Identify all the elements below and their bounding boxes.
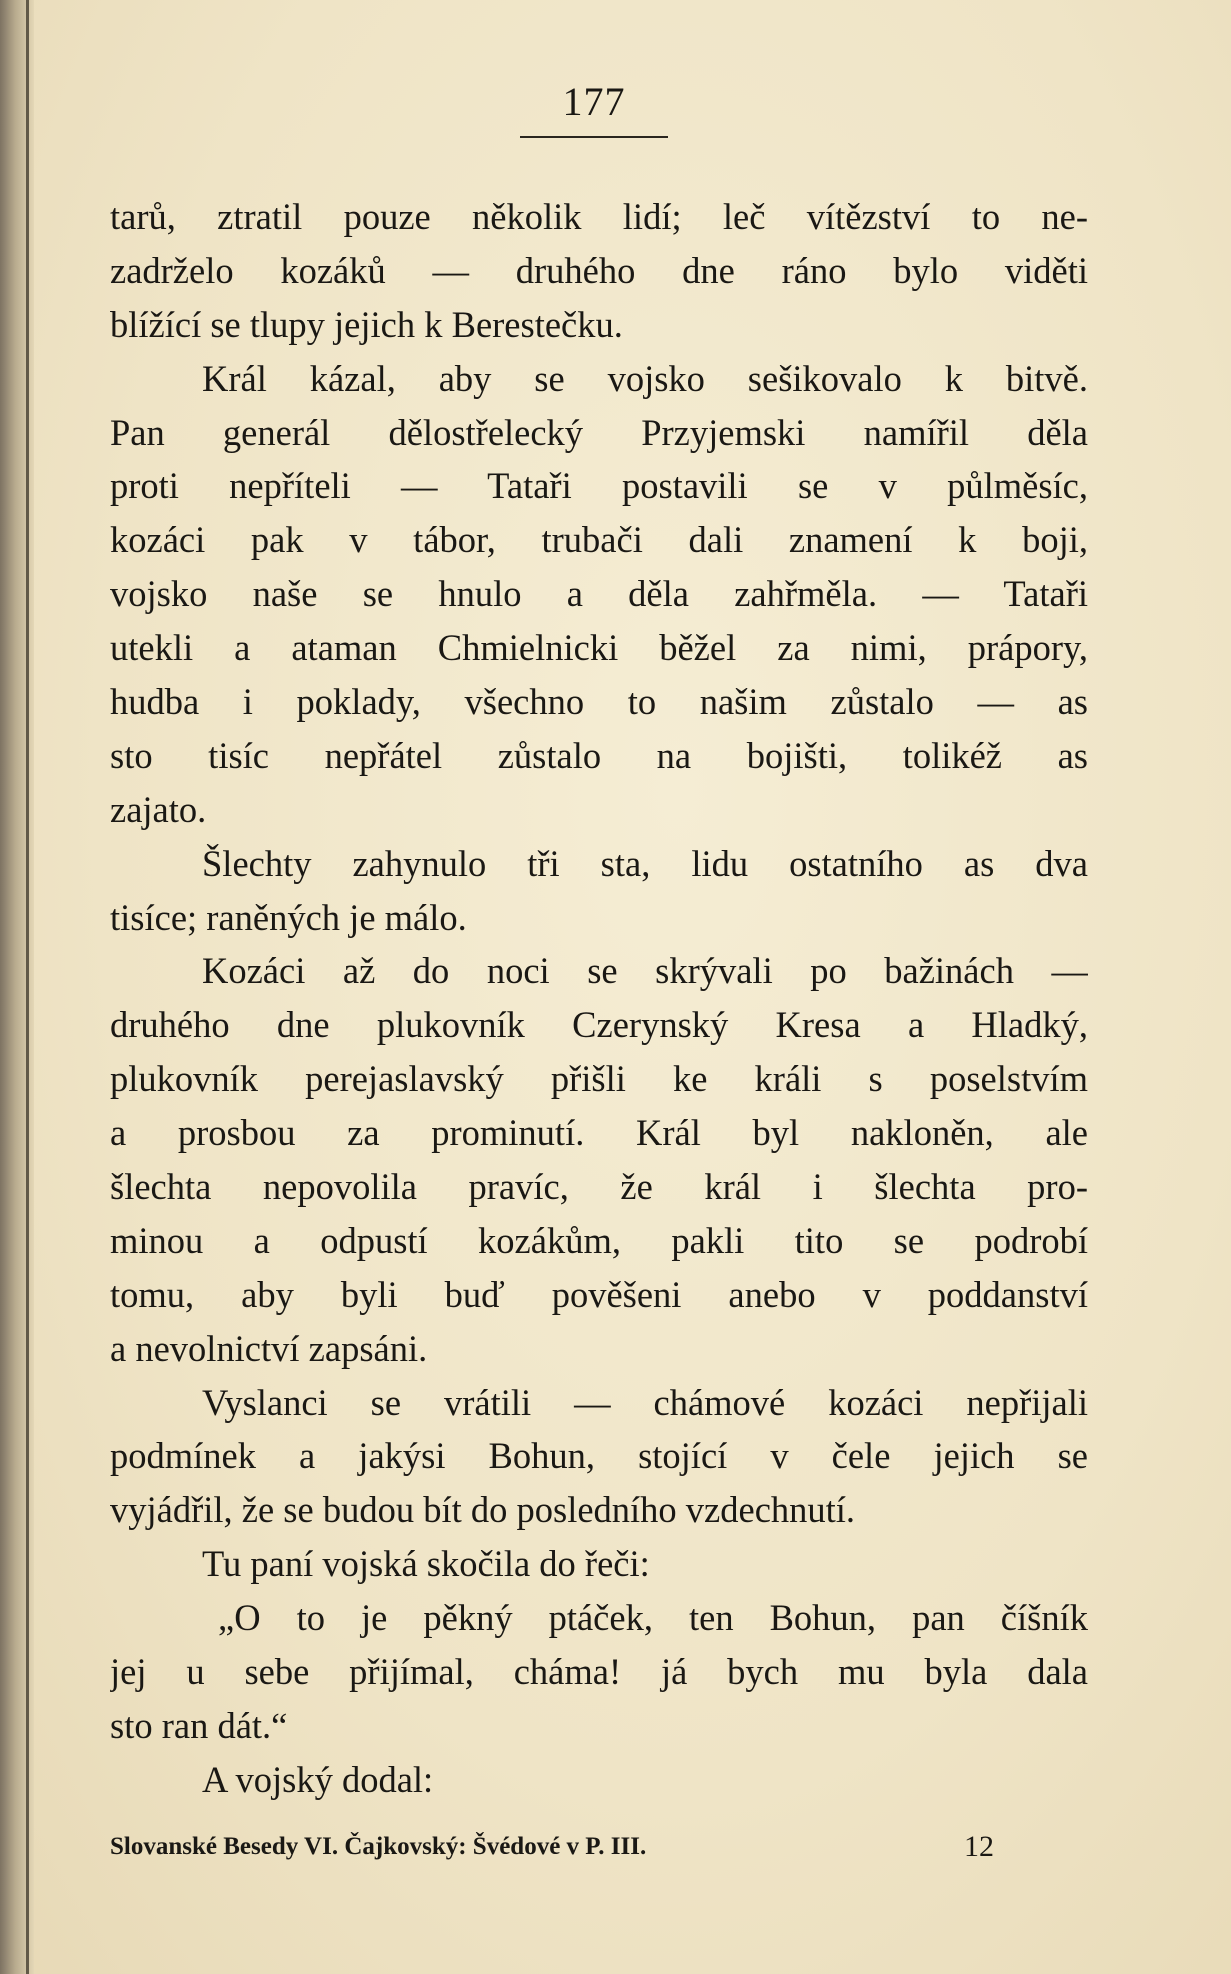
text-line: šlechta nepovolila pravíc, že král i šlechta pro- xyxy=(110,1166,1088,1208)
text-line: a nevolnictví zapsáni. xyxy=(110,1327,428,1369)
text-line: tisíce; raněných je málo. xyxy=(110,896,467,938)
text-line: plukovník perejaslavský přišli ke králi s poselstvím xyxy=(110,1058,1088,1100)
text-line: jej u sebe přijímal, cháma! já bych mu byla dala xyxy=(110,1651,1088,1693)
text-line: Šlechty zahynulo tři sta, lidu ostatního as dva xyxy=(202,842,1088,884)
text-line: zajato. xyxy=(110,788,207,830)
text-line: Kozáci až do noci se skrývali po bažinách — xyxy=(202,950,1088,992)
text-line: hudba i poklady, všechno to našim zůstalo — as xyxy=(110,681,1088,723)
page-number: 177 xyxy=(562,79,626,124)
text-line: zadrželo kozáků — druhého dne ráno bylo viděti xyxy=(110,249,1088,291)
text-line: podmínek a jakýsi Bohun, stojící v čele jejich se xyxy=(110,1435,1088,1477)
text-line: Král kázal, aby se vojsko sešikovalo k bitvě. xyxy=(202,357,1088,399)
printer-signature: Slovanské Besedy VI. Čajkovský: Švédové v P. III. xyxy=(110,1833,647,1860)
text-line: druhého dne plukovník Czerynský Kresa a Hladký, xyxy=(110,1004,1088,1046)
text-line: vojsko naše se hnulo a děla zahřměla. — Tataři xyxy=(110,573,1088,615)
text-line: proti nepříteli — Tataři postavili se v půlměsíc, xyxy=(110,465,1088,507)
text-line: minou a odpustí kozákům, pakli tito se podrobí xyxy=(110,1219,1088,1261)
text-line: a prosbou za prominutí. Král byl nakloněn, ale xyxy=(110,1112,1088,1154)
sheet-number: 12 xyxy=(964,1830,994,1863)
book-spine-edge xyxy=(26,0,29,1974)
text-line: Vyslanci se vrátili — chámové kozáci nepřijali xyxy=(202,1381,1088,1423)
text-line: sto ran dát.“ xyxy=(110,1704,288,1746)
text-line: Pan generál dělostřelecký Przyjemski namířil děla xyxy=(110,411,1088,453)
text-line: vyjádřil, že se budou bít do posledního vzdechnutí. xyxy=(110,1489,856,1531)
text-line: „O to je pěkný ptáček, ten Bohun, pan číšník xyxy=(218,1597,1088,1639)
text-line: sto tisíc nepřátel zůstalo na bojišti, tolikéž as xyxy=(110,734,1088,776)
header-rule xyxy=(520,136,668,138)
text-line: tarů, ztratil pouze několik lidí; leč vítězství to ne- xyxy=(110,196,1088,237)
text-line: kozáci pak v tábor, trubači dali znamení k boji, xyxy=(110,519,1088,561)
text-line: utekli a ataman Chmielnicki běžel za nimi, prápory, xyxy=(110,627,1088,669)
body-text xyxy=(110,190,1088,1807)
text-line: Tu paní vojská skočila do řeči: xyxy=(202,1543,650,1585)
page-header xyxy=(520,78,668,138)
text-line: blížící se tlupy jejich k Berestečku. xyxy=(110,303,623,345)
text-line: A vojský dodal: xyxy=(202,1758,434,1800)
page-footer xyxy=(110,1826,994,1868)
text-line: tomu, aby byli buď pověšeni anebo v poddanství xyxy=(110,1273,1088,1315)
